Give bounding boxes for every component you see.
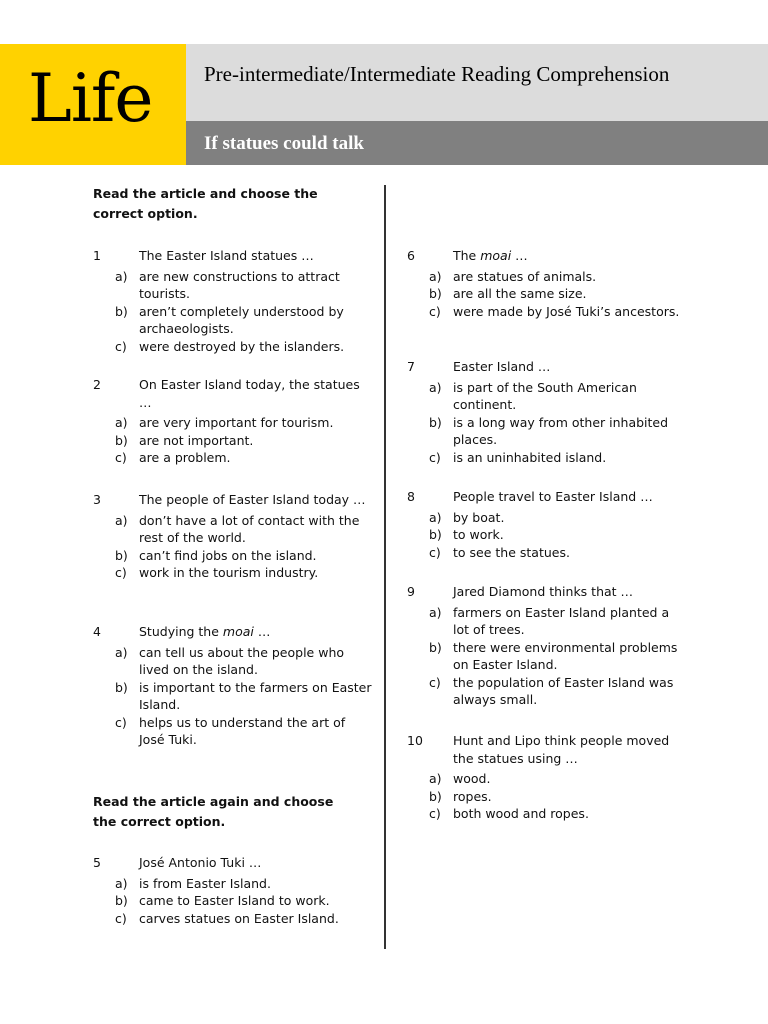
option-text: wood. [453, 771, 491, 786]
question-text [139, 247, 373, 265]
option-c [407, 544, 687, 562]
option-text: are very important for tourism. [139, 415, 334, 430]
option-text: farmers on Easter Island planted a lot of trees. [453, 604, 670, 637]
option-letter: a) [429, 771, 442, 786]
option-text: both wood and ropes. [453, 806, 589, 821]
option-a [93, 414, 373, 432]
question-text-part: People travel to Easter Island … [453, 489, 653, 504]
option-letter: c) [115, 565, 127, 580]
option-letter: c) [115, 450, 127, 465]
question-number: 2 [93, 377, 101, 392]
series-title: Pre-intermediate/Intermediate Reading Comprehension [204, 62, 670, 86]
option-text: came to Easter Island to work. [139, 893, 330, 908]
question-10 [407, 732, 687, 823]
option-text: is important to the farmers on Easter Island. [139, 679, 372, 712]
option-c [407, 805, 687, 823]
option-b [93, 547, 373, 565]
question-text-part: Hunt and Lipo think people moved the statues using … [453, 733, 670, 766]
option-a [93, 512, 373, 547]
logo-text: Life [28, 60, 153, 137]
option-text: are all the same size. [453, 286, 587, 301]
question-text-part: … [511, 248, 528, 263]
option-c [93, 449, 373, 467]
option-a [407, 604, 687, 639]
option-letter: b) [429, 527, 442, 542]
question-text-part: Jared Diamond thinks that … [453, 584, 634, 599]
question-number: 10 [407, 733, 423, 748]
option-letter: c) [115, 714, 127, 730]
option-a [93, 875, 373, 893]
question-5 [93, 854, 373, 927]
question-text [453, 583, 687, 601]
option-letter: a) [429, 509, 442, 525]
worksheet-title-bar [186, 121, 768, 165]
column-divider [384, 185, 386, 949]
option-letter: c) [115, 910, 127, 926]
option-text: don’t have a lot of contact with the rest of the world. [139, 512, 360, 545]
option-letter: b) [429, 414, 442, 430]
question-text [453, 488, 687, 506]
option-letter: b) [115, 303, 128, 319]
option-text: to work. [453, 527, 504, 542]
option-text: there were environmental problems on Easter Island. [453, 639, 678, 672]
option-text: by boat. [453, 509, 505, 525]
question-stem [93, 623, 373, 641]
question-8 [407, 488, 687, 561]
option-letter: b) [429, 788, 442, 804]
option-letter: b) [115, 547, 128, 563]
header [0, 44, 768, 165]
option-text: aren’t completely understood by archaeologists. [139, 303, 344, 336]
question-number: 8 [407, 489, 415, 504]
option-letter: a) [115, 268, 128, 284]
option-letter: b) [429, 286, 442, 301]
question-4 [93, 623, 373, 749]
option-c [93, 910, 373, 928]
question-3 [93, 491, 373, 582]
option-text: are a problem. [139, 450, 231, 465]
question-text-emphasis: moai [480, 248, 512, 263]
question-number: 4 [93, 624, 101, 639]
option-text: to see the statues. [453, 544, 570, 560]
option-letter: c) [429, 449, 441, 465]
question-number: 5 [93, 855, 101, 870]
question-text [139, 854, 373, 872]
option-letter: b) [429, 639, 442, 655]
option-letter: b) [115, 679, 128, 695]
option-a [407, 379, 687, 414]
question-text-emphasis: moai [222, 624, 254, 639]
instructions-part2: Read the article again and choose the correct option. [93, 794, 334, 829]
question-number: 7 [407, 359, 415, 374]
option-text: can tell us about the people who lived on the island. [139, 644, 345, 677]
option-text: are new constructions to attract tourists. [139, 268, 340, 301]
option-letter: a) [115, 512, 128, 528]
question-text [139, 491, 373, 509]
option-b [407, 526, 687, 544]
option-letter: c) [429, 303, 441, 319]
option-a [93, 644, 373, 679]
question-6 [407, 247, 687, 320]
question-stem [407, 488, 687, 506]
question-7 [407, 358, 687, 466]
option-text: work in the tourism industry. [139, 565, 319, 580]
question-text-part: … [253, 624, 271, 639]
option-letter: a) [429, 268, 442, 284]
question-stem [407, 583, 687, 601]
question-stem [93, 376, 373, 411]
option-text: is a long way from other inhabited places. [453, 414, 669, 447]
option-a [407, 509, 687, 527]
question-9 [407, 583, 687, 709]
option-b [407, 285, 687, 303]
question-stem [407, 358, 687, 376]
option-letter: a) [115, 415, 128, 430]
question-text [139, 623, 373, 641]
option-b [93, 303, 373, 338]
option-letter: b) [115, 432, 128, 448]
question-number: 6 [407, 248, 415, 263]
option-c [407, 303, 687, 321]
option-letter: b) [115, 893, 128, 908]
question-1 [93, 247, 373, 355]
option-b [407, 788, 687, 806]
question-number: 3 [93, 492, 101, 507]
option-letter: c) [429, 806, 441, 821]
option-text: helps us to understand the art of José Tuki. [139, 714, 346, 747]
option-letter: a) [115, 875, 128, 891]
logo [0, 44, 186, 165]
question-text [139, 376, 373, 411]
question-text-part: The Easter Island statues … [139, 248, 314, 263]
option-b [407, 414, 687, 449]
option-text: are statues of animals. [453, 268, 597, 284]
question-number: 1 [93, 248, 101, 263]
question-stem [93, 854, 373, 872]
question-stem [93, 491, 373, 509]
option-text: the population of Easter Island was always small. [453, 674, 674, 707]
question-stem [93, 247, 373, 265]
option-text: is an uninhabited island. [453, 449, 607, 465]
option-c [407, 449, 687, 467]
option-letter: a) [429, 604, 442, 620]
option-b [407, 639, 687, 674]
worksheet-title: If statues could talk [204, 133, 364, 154]
option-c [407, 674, 687, 709]
series-title-bar [186, 44, 768, 121]
question-text [453, 247, 687, 265]
option-a [93, 268, 373, 303]
option-b [93, 892, 373, 910]
option-c [93, 564, 373, 582]
option-text: can’t find jobs on the island. [139, 547, 317, 563]
option-letter: c) [429, 674, 441, 690]
option-text: carves statues on Easter Island. [139, 910, 339, 926]
option-text: is from Easter Island. [139, 875, 271, 891]
option-c [93, 338, 373, 356]
question-stem [407, 247, 687, 265]
option-c [93, 714, 373, 749]
instructions-part1: Read the article and choose the correct option. [93, 186, 318, 221]
option-a [407, 770, 687, 788]
option-b [93, 432, 373, 450]
option-letter: c) [115, 338, 127, 354]
question-text-part: Studying the [139, 624, 223, 639]
option-text: are not important. [139, 432, 254, 448]
option-letter: a) [429, 379, 442, 395]
option-text: were destroyed by the islanders. [139, 338, 345, 354]
question-text [453, 358, 687, 376]
question-2 [93, 376, 373, 467]
option-b [93, 679, 373, 714]
option-text: ropes. [453, 788, 492, 804]
question-text-part: Easter Island … [453, 359, 551, 374]
question-text-part: José Antonio Tuki … [139, 855, 262, 870]
option-text: is part of the South American continent. [453, 379, 637, 412]
question-number: 9 [407, 584, 415, 599]
question-text-part: The [453, 248, 481, 263]
question-stem [407, 732, 687, 767]
option-letter: c) [429, 544, 441, 560]
question-text-part: On Easter Island today, the statues … [139, 377, 360, 410]
option-text: were made by José Tuki’s ancestors. [453, 303, 680, 319]
question-text-part: The people of Easter Island today … [139, 492, 366, 507]
option-a [407, 268, 687, 286]
option-letter: a) [115, 644, 128, 660]
question-text [453, 732, 687, 767]
